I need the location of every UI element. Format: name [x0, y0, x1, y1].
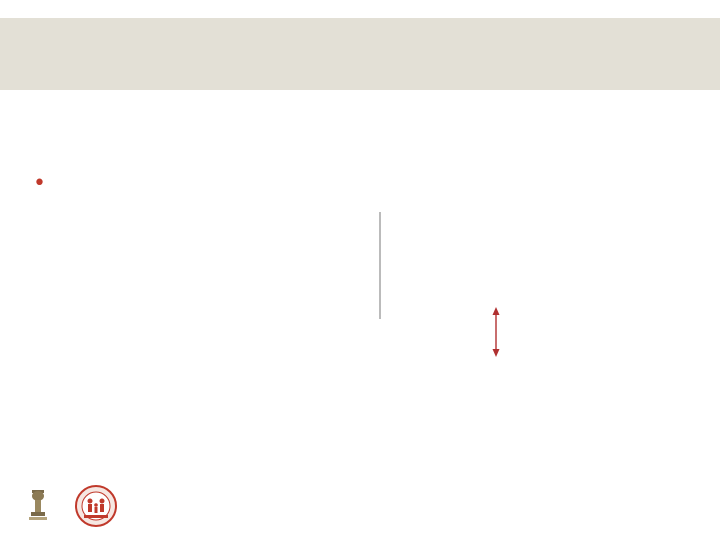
partograph-chart: [350, 135, 690, 360]
title-band: [0, 18, 720, 90]
logos: [26, 484, 126, 528]
national-emblem-icon: [26, 484, 126, 528]
partograph-figure: [350, 135, 690, 360]
bullet-icon: •: [33, 171, 46, 196]
arrow-head-down-icon: [493, 349, 500, 357]
arrow-head-up-icon: [493, 307, 500, 315]
